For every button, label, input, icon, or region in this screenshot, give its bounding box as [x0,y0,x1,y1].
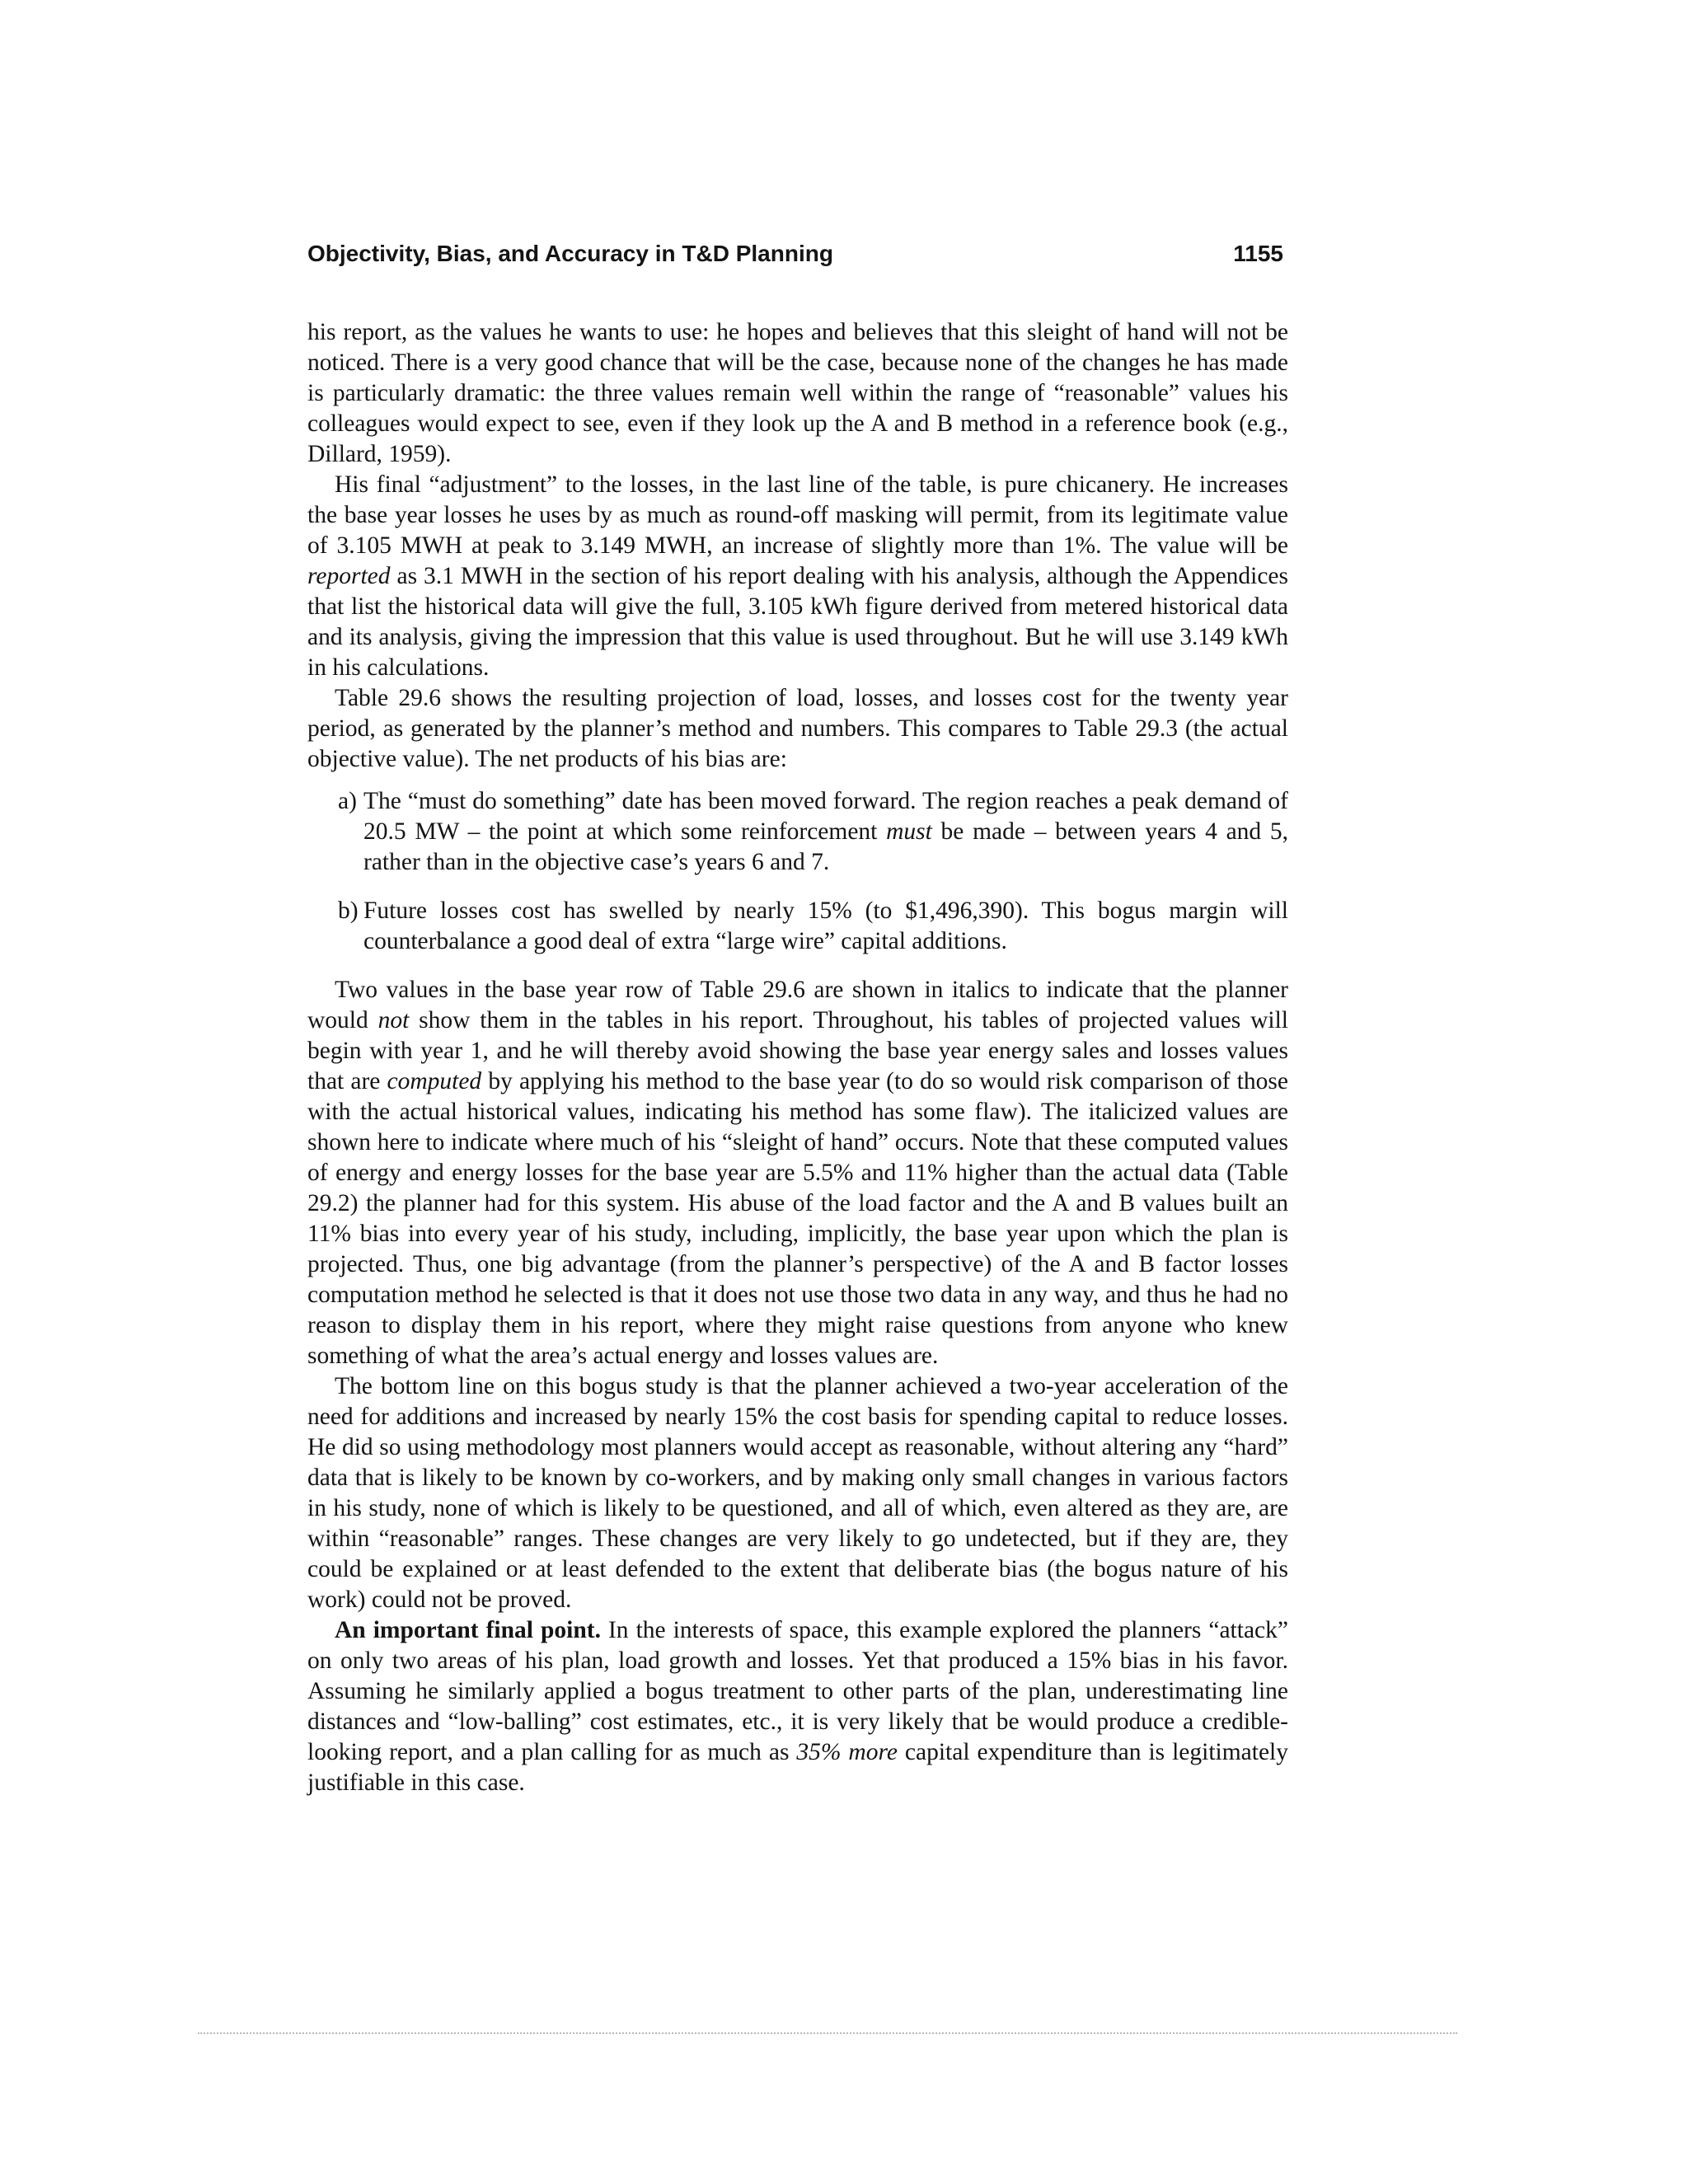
body-text [307,317,1288,1798]
paragraph-3: Table 29.6 shows the resulting projection of load, losses, and losses cost for the twenty year period, as generated by the planner’s method and numbers. This compares to Table 29.3 (the actual objective value). The net products of his bias are: [307,685,1288,772]
paragraph-4-emphasis-2: computed [387,1068,482,1094]
paragraph-4-emphasis-1: not [377,1007,410,1033]
list-item-a-text-2: be made – between years 4 and 5, rather than in the objective case’s years 6 and 7. [363,818,1289,875]
paragraph-6-lead: An important final point. [335,1617,601,1643]
list-marker: b) [338,898,359,924]
list-item-b-text: Future losses cost has swelled by nearly 15% (to $1,496,390). This bogus margin will counterbalance a good deal of extra “large wire” capital additions. [363,898,1288,954]
paragraph-4-text-c: by applying his method to the base year (to do so would risk comparison of those with the actual historical values, indicating his method has some flaw). The italicized values are shown here to indicate where much of his “sleight of hand” occurs. Note that these computed values of energy and energy losses for the base year are 5.5% and 11% higher than the actual data (Table 29.2) the planner had for this system. His abuse of the load factor and the A and B values built an 11% bias into every year of his study, including, implicitly, the base year upon which the plan is projected. Thus, one big advantage (from the planner’s perspective) of the A and B factor losses computation method he selected is that it does not use those two data in any way, and thus he had no reason to display them in his report, where they might raise questions from anyone who knew something of what the area’s actual energy and losses values are. [307,1068,1288,1369]
list-marker: a) [338,788,357,814]
list-item-a-emphasis: must [886,818,932,845]
paragraph-6-text-b: capital expenditure than is legitimately justifiable in this case. [307,1739,1289,1796]
bias-list [307,786,1288,957]
list-item-a-text-1: The “must do something” date has been moved forward. The region reaches a peak demand of 20.5 MW – the point at which some reinforcement [363,788,1288,845]
running-header [307,241,1283,270]
paragraph-1: his report, as the values he wants to use: he hopes and believes that this sleight of hand will not be noticed. There is a very good chance that will be the case, because none of the changes he has made is particularly dramatic: the three values remain well within the range of “reasonable” values his colleagues would expect to see, even if they look up the A and B method in a reference book (e.g., Dillard, 1959). [307,319,1288,467]
paragraph-5: The bottom line on this bogus study is that the planner achieved a two-year acceleration of the need for additions and increased by nearly 15% the cost basis for spending capital to reduce losses. He did so using methodology most planners would accept as reasonable, without altering any “hard” data that is likely to be known by co-workers, and by making only small changes in various factors in his study, none of which is likely to be questioned, and all of which, even altered as they are, are within “reasonable” ranges. These changes are very likely to go undetected, but if they are, they could be explained or at least defended to the extent that deliberate bias (the bogus nature of his work) could not be proved. [307,1373,1288,1613]
paragraph-2-emphasis: reported [307,563,391,589]
list-item [307,896,1288,957]
paragraph-6 [307,1615,1288,1798]
page-number: 1155 [1233,241,1283,266]
paragraph-4-text-b: show them in the tables in his report. Throughout, his tables of projected values will begin with year 1, and he will thereby avoid showing the base year energy sales and losses values that are [307,1007,1288,1094]
paragraph-2 [307,470,1288,683]
chapter-title: Objectivity, Bias, and Accuracy in T&D Planning [307,241,833,266]
paragraph-2-text-a: His final “adjustment” to the losses, in the last line of the table, is pure chicanery. He increases the base year losses he uses by as much as round-off masking will permit, from its legitimate value of 3.105 MWH at peak to 3.149 MWH, an increase of slightly more than 1%. The value will be [307,471,1288,559]
list-item [307,786,1288,878]
paragraph-2-text-b: as 3.1 MWH in the section of his report dealing with his analysis, although the Appendices that list the historical data will give the full, 3.105 kWh figure derived from metered historical data and its analysis, giving the impression that this value is used throughout. But he will use 3.149 kWh in his calculations. [307,563,1288,681]
scan-footer-line [198,2032,1457,2034]
paragraph-6-text-a: In the interests of space, this example explored the planners “attack” on only two areas of his plan, load growth and losses. Yet that produced a 15% bias in his favor. Assuming he similarly applied a bogus treatment to other parts of the plan, underestimating line distances and “low-balling” cost estimates, etc., it is very likely that be would produce a credible-looking report, and a plan calling for as much as [307,1617,1288,1765]
paragraph-4 [307,975,1288,1371]
paragraph-6-emphasis: 35% more [796,1739,898,1765]
paragraph-4-text-a: Two values in the base year row of Table 29.6 are shown in italics to indicate that the planner would [307,977,1288,1033]
